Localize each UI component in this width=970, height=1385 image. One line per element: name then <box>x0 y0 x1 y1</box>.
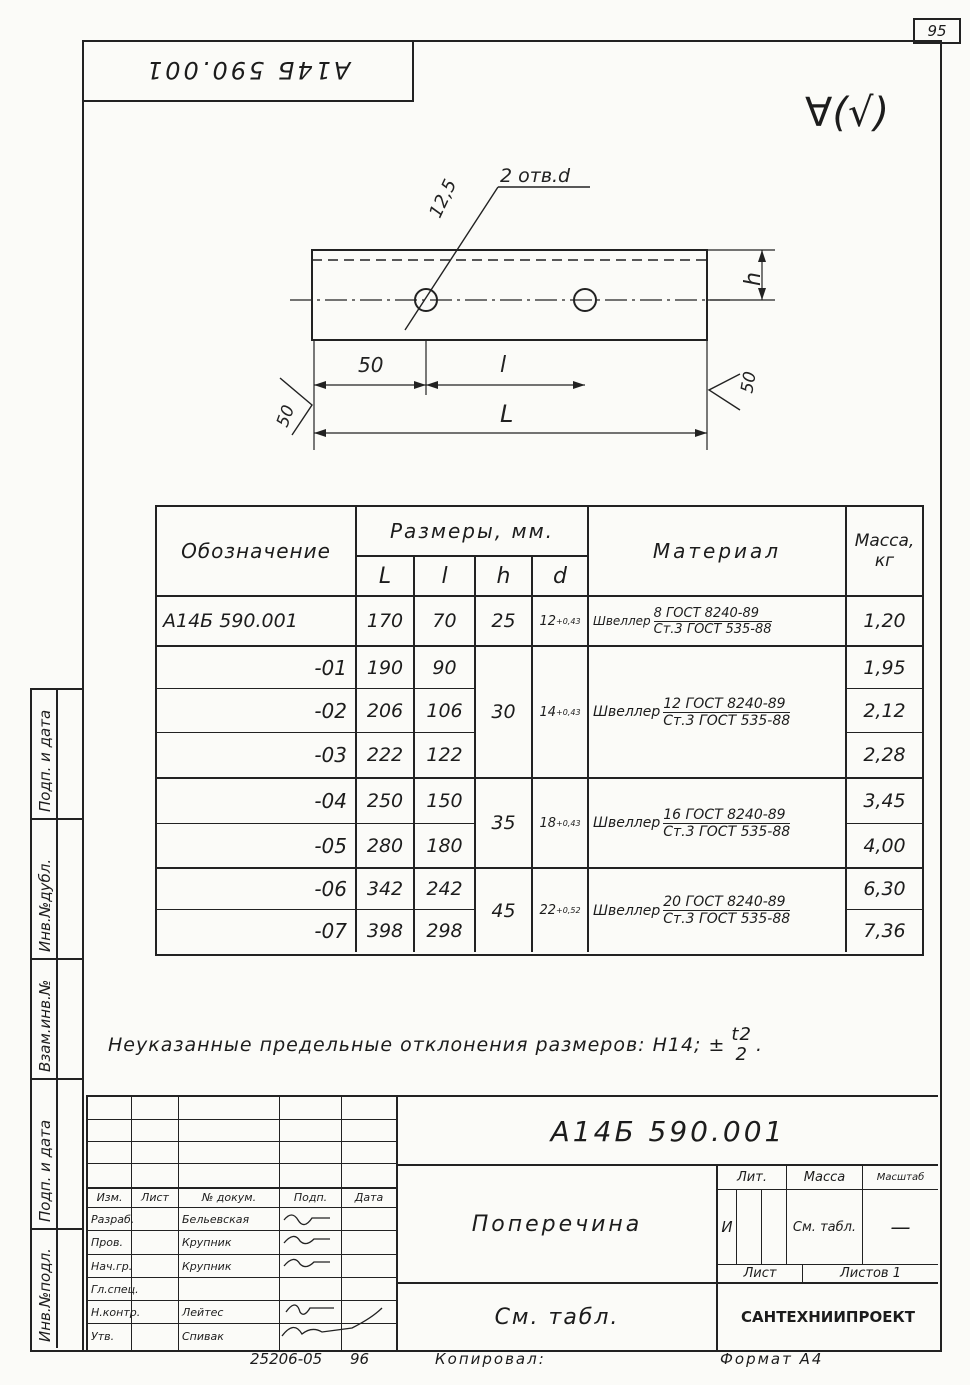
row-L: 190 <box>366 656 404 679</box>
material-prefix: Швеллер <box>593 902 661 919</box>
dim-h-label: h <box>741 272 766 286</box>
row-designation: -07 <box>314 919 347 943</box>
roughness-12-5-label: 12,5 <box>425 176 462 222</box>
row-L: 206 <box>366 699 404 722</box>
d-value: 18 <box>539 815 557 831</box>
row-designation: -03 <box>314 743 347 767</box>
tb-organization: САНТЕХНИИПРОЕКТ <box>741 1308 915 1326</box>
material-top: 8 ГОСТ 8240-89 <box>654 606 772 622</box>
row-L: 222 <box>366 744 404 766</box>
group-material <box>589 869 849 952</box>
tb-header: Дата <box>354 1190 384 1204</box>
tb-name: Спивак <box>182 1329 224 1343</box>
row-mass: 7,36 <box>863 920 906 942</box>
part-drawing <box>250 150 810 460</box>
channel-body <box>312 250 707 340</box>
tb-role: Разраб. <box>91 1212 135 1226</box>
d-value: 22 <box>539 903 557 918</box>
row-mass: 3,45 <box>863 790 906 812</box>
tb-sheets-label: Листов 1 <box>840 1266 901 1281</box>
rough-right-sign <box>709 374 740 410</box>
header-h: h <box>496 563 511 589</box>
row-designation: -04 <box>314 789 347 813</box>
roughness-mark: ∀(√) <box>805 90 890 136</box>
row-L: 250 <box>366 790 404 812</box>
arrow <box>573 381 585 389</box>
material-bottom: Ст.3 ГОСТ 535-88 <box>663 823 791 840</box>
dim-L-label: L <box>500 400 514 428</box>
d-value: 12 <box>539 613 557 629</box>
group-h: 25 <box>491 610 516 632</box>
group-material <box>589 647 849 777</box>
tb-scale-label: Масштаб <box>876 1172 925 1183</box>
row-l: 90 <box>432 656 457 679</box>
arrow <box>414 381 426 389</box>
footer-copied: Копировал: <box>435 1350 546 1368</box>
note-frac-top: t2 <box>731 1024 752 1046</box>
arrow <box>314 429 326 437</box>
tb-name <box>179 1278 282 1300</box>
header-mass: Масса, кг <box>854 531 915 571</box>
material-bottom: Ст.3 ГОСТ 535-88 <box>663 911 791 927</box>
footer <box>250 1350 940 1376</box>
dim-50-label: 50 <box>358 353 384 377</box>
tb-header: Изм. <box>96 1190 123 1204</box>
tb-header: № докум. <box>201 1190 257 1204</box>
tb-name: Бельевская <box>182 1212 250 1226</box>
row-designation: -01 <box>314 655 347 680</box>
tb-name: Крупник <box>182 1259 232 1273</box>
row-mass: 2,12 <box>863 699 906 722</box>
group-d <box>533 597 587 645</box>
d-tolerance: +0,43 <box>556 616 581 626</box>
row-mass: 6,30 <box>863 878 906 900</box>
tb-role: Утв. <box>91 1329 115 1343</box>
row-L: 398 <box>366 920 404 942</box>
tb-name: Крупник <box>182 1236 232 1249</box>
group-d <box>533 647 587 777</box>
side-label: Инв.№подл. <box>36 1248 54 1342</box>
tb-sheet-label: Лист <box>743 1266 777 1281</box>
material-bottom: Ст.3 ГОСТ 535-88 <box>653 621 772 637</box>
row-designation: -06 <box>314 877 347 901</box>
group-material <box>589 779 849 867</box>
group-d <box>533 869 587 952</box>
row-l: 70 <box>432 610 457 632</box>
rough-left-label: 50 <box>272 402 300 430</box>
row-designation: A14Б 590.001 <box>163 610 298 632</box>
row-mass: 1,20 <box>863 610 906 632</box>
row-l: 298 <box>426 920 463 942</box>
header-material: Материал <box>652 539 782 563</box>
material-prefix: Швеллер <box>593 704 661 720</box>
d-tolerance: +0,43 <box>556 818 581 828</box>
header-L: L <box>378 563 392 589</box>
material-prefix: Швеллер <box>593 815 661 831</box>
side-label: Подп. и дата <box>36 709 54 812</box>
group-h: 35 <box>491 812 516 834</box>
tb-name: Лейтес <box>182 1305 224 1319</box>
arrow <box>695 429 707 437</box>
side-label: Подп. и дата <box>36 1119 54 1222</box>
sheet-number: 95 <box>927 22 947 40</box>
group-material <box>589 597 849 645</box>
header-l: l <box>441 563 448 589</box>
arrow <box>758 250 766 262</box>
row-mass: 4,00 <box>863 834 906 857</box>
tb-mass-label: Масса <box>803 1170 846 1185</box>
row-mass: 2,28 <box>863 744 906 766</box>
row-l: 106 <box>426 699 463 722</box>
note-text: Неуказанные предельные отклонения размеров: H14; ± <box>108 1034 726 1056</box>
hole-callout: 2 отв.d <box>500 165 571 187</box>
spec-table <box>155 505 924 956</box>
arrow <box>426 381 438 389</box>
material-top: 12 ГОСТ 8240-89 <box>663 696 790 713</box>
header-designation: Обозначение <box>181 539 331 563</box>
top-stamp-box <box>82 40 414 102</box>
row-mass: 1,95 <box>863 656 906 679</box>
tolerance-note: Неуказанные предельные отклонения размеров: H14; ± t2 2 . <box>108 1024 763 1065</box>
row-L: 170 <box>366 610 404 632</box>
d-tolerance: +0,52 <box>556 906 581 915</box>
tb-part-name: Поперечина <box>471 1211 643 1237</box>
header-d: d <box>553 563 567 589</box>
side-label: Взам.инв.№ <box>36 979 54 1072</box>
arrow <box>758 288 766 300</box>
tb-role: Пров. <box>91 1236 123 1249</box>
top-stamp-text: A14Б 590.001 <box>143 56 351 84</box>
material-bottom: Ст.3 ГОСТ 535-88 <box>663 712 791 729</box>
header-sizes: Размеры, мм. <box>389 519 555 543</box>
hole-leader <box>405 187 498 330</box>
tb-lit-value: И <box>721 1218 733 1236</box>
d-tolerance: +0,43 <box>556 707 581 717</box>
side-label: Инв.№дубл. <box>36 858 54 952</box>
footer-format: Формат А4 <box>720 1350 824 1368</box>
row-designation: -05 <box>314 833 347 858</box>
row-l: 180 <box>426 834 463 857</box>
row-L: 342 <box>366 878 404 900</box>
group-h: 30 <box>491 701 516 723</box>
tb-doc-number: A14Б 590.001 <box>550 1115 786 1148</box>
material-top: 16 ГОСТ 8240-89 <box>663 807 790 824</box>
material-top: 20 ГОСТ 8240-89 <box>663 894 790 911</box>
rough-right-label: 50 <box>737 370 761 395</box>
tb-header: Подп. <box>293 1190 328 1204</box>
dim-l-label: l <box>500 353 507 378</box>
row-l: 122 <box>426 744 463 766</box>
footer-code: 25206-05 <box>250 1350 323 1368</box>
tb-header: Лист <box>141 1190 169 1204</box>
row-l: 242 <box>426 878 463 900</box>
tb-role: Нач.гр. <box>91 1259 133 1273</box>
title-block <box>86 1095 938 1350</box>
row-designation: -02 <box>314 698 347 723</box>
tb-lit-label: Лит. <box>737 1170 767 1185</box>
group-h: 45 <box>491 899 516 922</box>
tb-role: Гл.спец. <box>91 1282 139 1296</box>
tb-material: См. табл. <box>494 1304 620 1330</box>
material-prefix: Швеллер <box>593 614 651 628</box>
tb-role: Н.контр. <box>91 1305 141 1319</box>
d-value: 14 <box>539 704 557 720</box>
tb-mass-value: См. табл. <box>792 1219 857 1235</box>
group-d <box>533 779 587 867</box>
footer-page: 96 <box>350 1350 370 1368</box>
note-frac-bottom: 2 <box>735 1044 748 1065</box>
row-l: 150 <box>426 790 463 812</box>
arrow <box>314 381 326 389</box>
row-L: 280 <box>366 834 404 857</box>
tb-scale-value: — <box>890 1215 911 1239</box>
signatures <box>280 1208 396 1348</box>
